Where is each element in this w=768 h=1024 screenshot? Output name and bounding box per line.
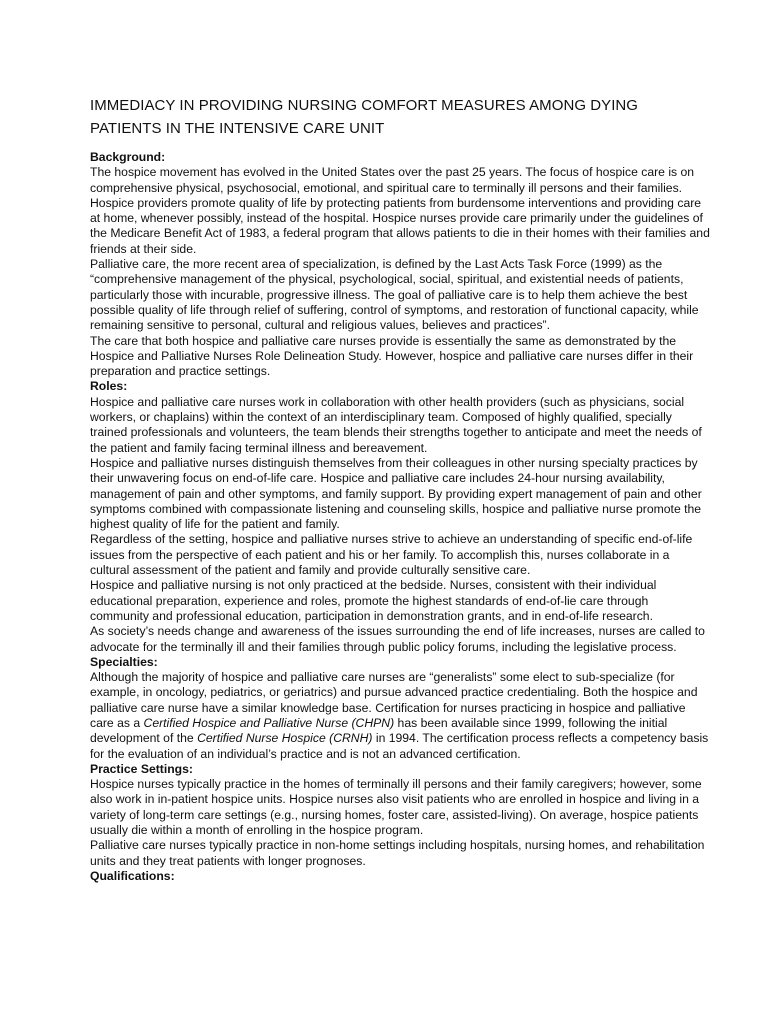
paragraph: The care that both hospice and palliative care nurses provide is essentially the same as demonstrated by the Hospice and Palliative Nurses Role Delineation Study. However, hospice and palliative care nurses differ in their preparation and practice settings. <box>90 333 694 379</box>
section-background <box>90 150 710 379</box>
section-specialties <box>90 655 710 762</box>
document-page <box>90 94 710 884</box>
paragraph: Regardless of the setting, hospice and palliative nurses strive to achieve an understanding of specific end-of-life issues from the perspective of each patient and his or her family. To accomplish this, nurses collaborate in a cultural assessment of the patient and family and provide culturally sensitive care. <box>90 532 693 578</box>
heading-background: Background: <box>90 150 166 164</box>
paragraph: Hospice and palliative nursing is not only practiced at the bedside. Nurses, consistent with their individual educational preparation, experience and roles, promote the highest standards of end-of-lie care through community and professional education, participation in demonstration grants, and in end-of-life research. <box>90 578 657 623</box>
section-qualifications <box>90 869 710 884</box>
italic-term-chpn: Certified Hospice and Palliative Nurse (CHPN) <box>143 715 395 730</box>
paragraph: Hospice and palliative nurses distinguish themselves from their colleagues in other nursing specialty practices by their unwavering focus on end-of-life care. Hospice and palliative care includes 24-hour nursing availability, management of pain and other symptoms, and family support. By providing expert management of pain and other symptoms combined with compassionate listening and counseling skills, hospice and palliative nurse promote the highest quality of life for the patient and family. <box>90 455 702 532</box>
text-run: in 1994. The certification process reflects a competency basis for the evaluation of an individual’s practice and is not an advanced certification. <box>90 731 709 761</box>
heading-specialties: Specialties: <box>90 654 158 669</box>
paragraph: Hospice and palliative care nurses work in collaboration with other health providers (such as physicians, social workers, or chaplains) within the context of an interdisciplinary team. Composed of highly qualified, specially trained professionals and volunteers, the team blends their strengths together to anticipate and meet the needs of the patient and family facing terminal illness and bereavement. <box>90 394 702 455</box>
heading-roles: Roles: <box>90 379 128 394</box>
document-title: IMMEDIACY IN PROVIDING NURSING COMFORT MEASURES AMONG DYING PATIENTS IN THE INTENSIVE CARE UNIT <box>90 97 639 137</box>
italic-term-crnh: Certified Nurse Hospice (CRNH) <box>197 731 373 746</box>
paragraph: The hospice movement has evolved in the United States over the past 25 years. The focus of hospice care is on comprehensive physical, psychosocial, emotional, and spiritual care to terminally ill persons and their families. Hospice providers promote quality of life by protecting patients from burdensome interventions and providing care at home, whenever possibly, instead of the hospital. Hospice nurses provide care primarily under the guidelines of the Medicare Benefit Act of 1983, a federal program that allows patients to die in their homes with their families and friends at their side. <box>90 165 710 256</box>
paragraph: Hospice nurses typically practice in the homes of terminally ill persons and their family caregivers; however, some also work in in-patient hospice units. Hospice nurses also visit patients who are enrolled in hospice and living in a variety of long-term care settings (e.g., nursing homes, foster care, assisted-living). On average, hospice patients usually die within a month of enrolling in the hospice program. <box>90 777 702 838</box>
paragraph: As society’s needs change and awareness of the issues surrounding the end of life increases, nurses are called to advocate for the terminally ill and their families through public policy forums, including the legislative process. <box>90 624 705 654</box>
paragraph <box>90 670 710 762</box>
heading-practice-settings: Practice Settings: <box>90 761 193 776</box>
paragraph: Palliative care nurses typically practice in non-home settings including hospitals, nursing homes, and rehabilitation units and they treat patients with longer prognoses. <box>90 838 705 868</box>
heading-qualifications: Qualifications: <box>90 868 175 883</box>
section-practice-settings <box>90 762 710 869</box>
paragraph: Palliative care, the more recent area of specialization, is defined by the Last Acts Task Force (1999) as the “comprehensive management of the physical, psychological, social, spiritual, and existential needs of patients, particularly those with incurable, progressive illness. The goal of palliative care is to help them achieve the best possible quality of life through relief of suffering, control of symptoms, and restoration of functional capacity, while remaining sensitive to personal, cultural and religious values, believes and practices”. <box>90 257 699 333</box>
section-roles <box>90 379 710 654</box>
text-run: Although the majority of hospice and palliative care nurses are “generalists” some elect to sub-specialize (for example, in oncology, pediatrics, or geriatrics) and pursue advanced practice credentialing. Both the hospice and palliative care nurse have a similar knowledge base. Certification for nurses practicing in hospice and palliative care as a <box>90 670 698 730</box>
text-run: has been available since 1999, following the initial development of the <box>90 715 668 746</box>
